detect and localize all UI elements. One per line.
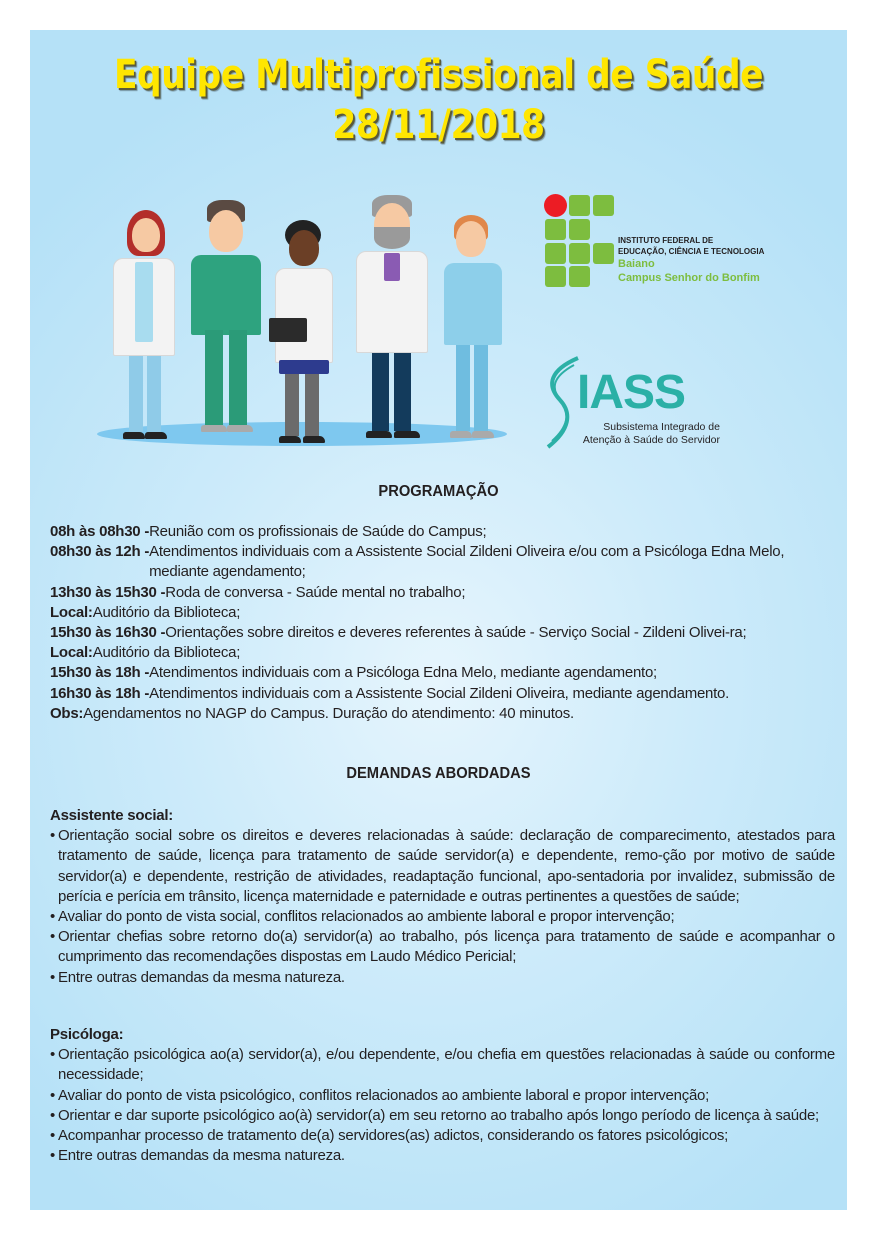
siass-logo — [542, 355, 732, 455]
poster-title: Equipe Multiprofissional de Saúde — [113, 52, 764, 98]
schedule-row: Local: Auditório da Biblioteca; — [50, 644, 241, 662]
list-item: • Orientação social sobre os direitos e deveres relacionadas à saúde: declaração de comparecimento, atestados para tratamento de saúde, licença para tratamento de saúde servidor(a) e dependente, remo-ção por motivo de saúde servidor(a) e dependente, restrição de atividades, readaptação funcional, apo-sentadoria por invalidez, submissão de perícia e perícia em trânsito, licença maternidade e paternidade e outras pertinentes a questões de saúde; — [50, 827, 835, 905]
list-item: • Orientar chefias sobre retorno do(a) servidor(a) ao trabalho, pós licença para tratamento de saúde e acompanhar o cumprimento das recomendações dispostas em Laudo Médico Pericial; — [50, 928, 835, 966]
list-item: • Avaliar do ponto de vista psicológico, conflitos relacionados ao ambiente laboral e propor intervenção; — [50, 1086, 710, 1104]
schedule-row: 08h às 08h30 - Reunião com os profissionais de Saúde do Campus; — [50, 523, 487, 540]
list-item: • Acompanhar processo de tratamento de(a) servidores(as) adictos, considerando os fatores psicológicos; — [50, 1127, 729, 1145]
if-name-line1: INSTITUTO FEDERAL DE — [618, 236, 714, 245]
list-item: • Entre outras demandas da mesma natureza. — [50, 968, 345, 986]
psicologa-title: Psicóloga: — [50, 1026, 124, 1043]
nurse-figure-blue — [440, 215, 508, 445]
clipboard-icon — [269, 318, 307, 342]
assistente-social-title: Assistente social: — [50, 807, 174, 824]
psicologa-section — [50, 1025, 835, 1166]
doctor-figure-1 — [107, 210, 177, 440]
if-campus-name: Campus Senhor do Bonfim — [618, 272, 760, 284]
siass-subtitle-1: Subsistema Integrado de — [603, 421, 720, 433]
list-item: • Orientação psicológica ao(a) servidor(a), e/ou dependente, e/ou chefia em questões relacionadas à saúde ou conforme necessidade; — [50, 1046, 835, 1084]
schedule-row: 08h30 às 12h - Atendimentos individuais com a Assistente Social Zildeni Oliveira e/ou com a Psicóloga Edna Melo, mediante agendamento; — [50, 543, 785, 581]
poster-date: 28/11/2018 — [332, 102, 545, 148]
if-name-baiano: Baiano — [618, 258, 655, 270]
doctor-figure-clipboard — [267, 220, 342, 445]
schedule-row: 13h30 às 15h30 - Roda de conversa - Saúde mental no trabalho; — [50, 583, 466, 601]
nurse-figure-green — [183, 200, 263, 445]
programacao-heading: PROGRAMAÇÃO — [378, 483, 499, 500]
medical-team-illustration — [95, 190, 520, 455]
schedule-row: 16h30 às 18h - Atendimentos individuais com a Assistente Social Zildeni Oliveira, mediante agendamento. — [50, 684, 730, 702]
schedule-row: Obs: Agendamentos no NAGP do Campus. Duração do atendimento: 40 minutos. — [50, 704, 574, 722]
if-baiano-logo — [545, 195, 815, 290]
schedule-row: 15h30 às 18h - Atendimentos individuais com a Psicóloga Edna Melo, mediante agendamento; — [50, 664, 657, 682]
if-grid-icon — [545, 195, 615, 287]
programacao-list — [50, 522, 835, 724]
schedule-row: Local: Auditório da Biblioteca; — [50, 603, 241, 621]
list-item: • Entre outras demandas da mesma natureza. — [50, 1147, 345, 1165]
schedule-row: 15h30 às 16h30 - Orientações sobre direitos e deveres referentes à saúde - Serviço Social - Zildeni Olivei-ra; — [50, 624, 747, 642]
doctor-figure-bearded — [350, 195, 432, 445]
if-name-line2: EDUCAÇÃO, CIÊNCIA E TECNOLOGIA — [618, 247, 765, 256]
list-item: • Avaliar do ponto de vista social, conflitos relacionados ao ambiente laboral e propor intervenção; — [50, 908, 675, 926]
list-item: • Orientar e dar suporte psicológico ao(à) servidor(a) em seu retorno ao trabalho após longo período de licença à saúde; — [50, 1106, 819, 1124]
demandas-heading: DEMANDAS ABORDADAS — [346, 765, 531, 782]
siass-subtitle-2: Atenção à Saúde do Servidor — [582, 434, 720, 446]
poster — [30, 30, 847, 1210]
siass-wordmark: IASS — [577, 366, 686, 419]
assistente-social-section — [50, 806, 835, 988]
